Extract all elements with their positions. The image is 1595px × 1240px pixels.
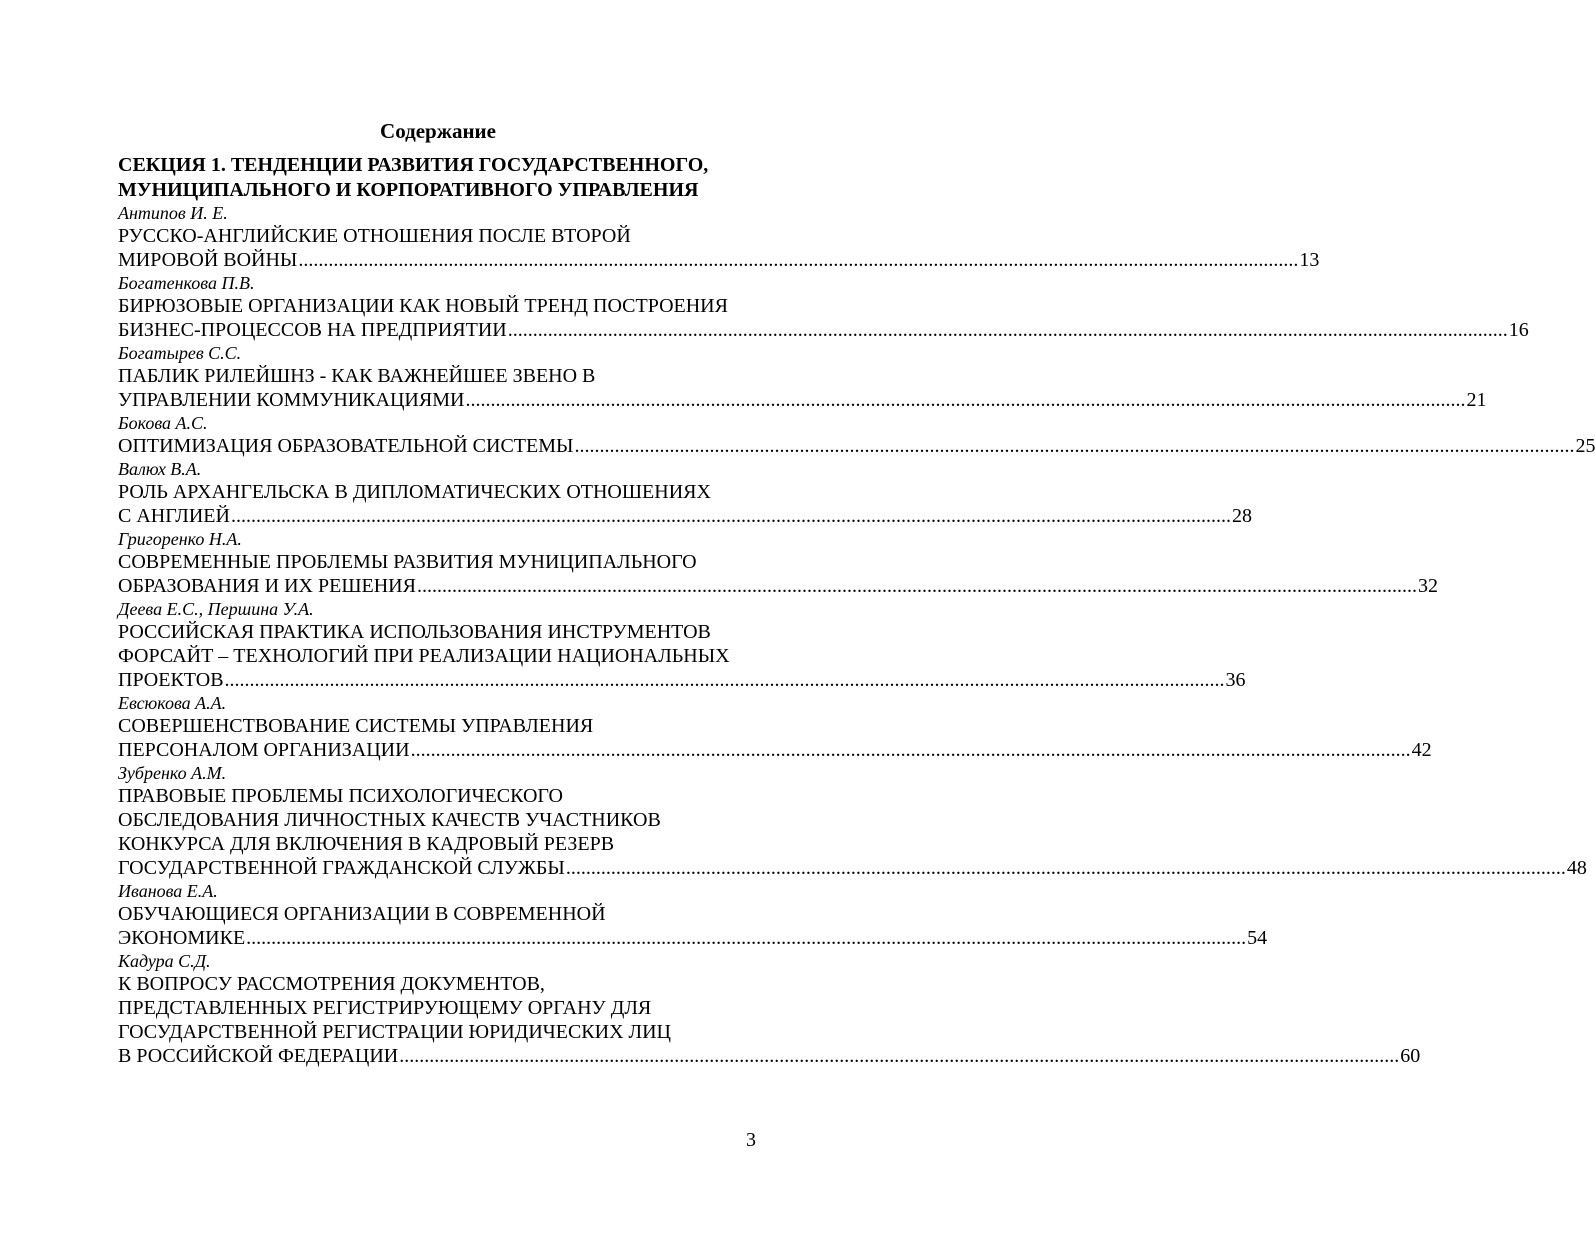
toc-entry-title-line: СОВРЕМЕННЫЕ ПРОБЛЕМЫ РАЗВИТИЯ МУНИЦИПАЛЬНОГО [118, 551, 697, 573]
toc-entry[interactable] [118, 528, 1438, 598]
toc-entry-author: Григоренко Н.А. [118, 529, 242, 549]
toc-entry-title-last-line [118, 388, 1487, 412]
toc-entry-title-text: ПЕРСОНАЛОМ ОРГАНИЗАЦИИ [118, 739, 410, 761]
toc-entry[interactable] [118, 272, 1529, 342]
toc-entry[interactable] [118, 762, 1587, 880]
toc-entry[interactable] [118, 458, 1252, 528]
toc-entry-title-line: ГОСУДАРСТВЕННОЙ РЕГИСТРАЦИИ ЮРИДИЧЕСКИХ ЛИЦ [118, 1021, 671, 1043]
toc-entry-title-text: БИЗНЕС-ПРОЦЕССОВ НА ПРЕДПРИЯТИИ [118, 319, 507, 341]
page-title: Содержание [380, 119, 496, 143]
toc-entry[interactable] [118, 412, 1595, 458]
table-of-contents [118, 202, 1595, 1068]
toc-entry-page-number: 16 [1508, 319, 1529, 341]
toc-entry-title-line: СОВЕРШЕНСТВОВАНИЕ СИСТЕМЫ УПРАВЛЕНИЯ [118, 715, 594, 737]
toc-entry[interactable] [118, 342, 1487, 412]
toc-entry-title-last-line [118, 926, 1268, 950]
toc-entry-title-text: МИРОВОЙ ВОЙНЫ [118, 249, 298, 271]
section-heading [118, 153, 758, 203]
toc-entry-page-number: 42 [1411, 739, 1432, 761]
toc-entry-title-line: ОБУЧАЮЩИЕСЯ ОРГАНИЗАЦИИ В СОВРЕМЕННОЙ [118, 903, 606, 925]
dot-leader: ........................................................................................................................................................................................................ [298, 249, 1299, 271]
toc-entry-title-text: ОБРАЗОВАНИЯ И ИХ РЕШЕНИЯ [118, 575, 416, 597]
dot-leader: ........................................................................................................................................................................................................ [246, 927, 1247, 949]
toc-entry-page-number: 32 [1417, 575, 1438, 597]
section-heading-line: МУНИЦИПАЛЬНОГО И КОРПОРАТИВНОГО УПРАВЛЕНИЯ [118, 179, 699, 201]
toc-entry-title-text: УПРАВЛЕНИИ КОММУНИКАЦИЯМИ [118, 389, 465, 411]
toc-entry-author: Евсюкова А.А. [118, 693, 227, 713]
toc-entry-page-number: 13 [1299, 249, 1320, 271]
toc-entry-title-text: ЭКОНОМИКЕ [118, 927, 246, 949]
toc-entry[interactable] [118, 950, 1421, 1068]
toc-entry-author: Деева Е.С., Першина У.А. [118, 599, 314, 619]
toc-entry-title-text: ПРОЕКТОВ [118, 669, 224, 691]
toc-entry-author: Кадура С.Д. [118, 951, 211, 971]
dot-leader: ........................................................................................................................................................................................................ [410, 739, 1411, 761]
toc-entry[interactable] [118, 692, 1432, 762]
toc-entry-title-text: ОПТИМИЗАЦИЯ ОБРАЗОВАТЕЛЬНОЙ СИСТЕМЫ [118, 435, 574, 457]
toc-entry-title-line: ПАБЛИК РИЛЕЙШНЗ - КАК ВАЖНЕЙШЕЕ ЗВЕНО В [118, 365, 596, 387]
toc-entry-author: Зубренко А.М. [118, 763, 227, 783]
toc-entry-title-last-line [118, 318, 1529, 342]
toc-entry-title-line: ФОРСАЙТ – ТЕХНОЛОГИЙ ПРИ РЕАЛИЗАЦИИ НАЦИОНАЛЬНЫХ [118, 645, 730, 667]
toc-entry-title-line: КОНКУРСА ДЛЯ ВКЛЮЧЕНИЯ В КАДРОВЫЙ РЕЗЕРВ [118, 833, 615, 855]
dot-leader: ........................................................................................................................................................................................................ [230, 505, 1231, 527]
dot-leader: ........................................................................................................................................................................................................ [574, 435, 1575, 457]
toc-entry-page-number: 28 [1231, 505, 1252, 527]
toc-entry-page-number: 48 [1566, 857, 1587, 879]
dot-leader: ........................................................................................................................................................................................................ [399, 1045, 1400, 1067]
toc-entry-title-last-line [118, 504, 1252, 528]
toc-entry-title-last-line [118, 856, 1587, 880]
toc-entry[interactable] [118, 880, 1268, 950]
dot-leader: ........................................................................................................................................................................................................ [565, 857, 1566, 879]
section-heading-line: СЕКЦИЯ 1. ТЕНДЕНЦИИ РАЗВИТИЯ ГОСУДАРСТВЕННОГО, [118, 154, 709, 176]
toc-entry-title-line: РУССКО-АНГЛИЙСКИЕ ОТНОШЕНИЯ ПОСЛЕ ВТОРОЙ [118, 225, 631, 247]
toc-entry[interactable] [118, 202, 1320, 272]
toc-entry-title-last-line [118, 574, 1438, 598]
toc-entry-title-last-line [118, 1044, 1421, 1068]
dot-leader: ........................................................................................................................................................................................................ [416, 575, 1417, 597]
toc-entry-title-line: РОССИЙСКАЯ ПРАКТИКА ИСПОЛЬЗОВАНИЯ ИНСТРУМЕНТОВ [118, 621, 711, 643]
toc-entry-author: Валюх В.А. [118, 459, 202, 479]
dot-leader: ........................................................................................................................................................................................................ [465, 389, 1466, 411]
toc-entry-title-text: С АНГЛИЕЙ [118, 505, 230, 527]
toc-entry-page-number: 21 [1466, 389, 1487, 411]
toc-entry-title-line: ПРАВОВЫЕ ПРОБЛЕМЫ ПСИХОЛОГИЧЕСКОГО [118, 785, 563, 807]
toc-entry-title-text: ГОСУДАРСТВЕННОЙ ГРАЖДАНСКОЙ СЛУЖБЫ [118, 857, 565, 879]
toc-entry-title-line: БИРЮЗОВЫЕ ОРГАНИЗАЦИИ КАК НОВЫЙ ТРЕНД ПОСТРОЕНИЯ [118, 295, 728, 317]
dot-leader: ........................................................................................................................................................................................................ [507, 319, 1508, 341]
toc-entry-author: Богатенкова П.В. [118, 273, 255, 293]
toc-entry-title-last-line [118, 434, 1595, 458]
toc-entry-author: Богатырев С.С. [118, 343, 242, 363]
toc-entry-title-line: ПРЕДСТАВЛЕННЫХ РЕГИСТРИРУЮЩЕМУ ОРГАНУ ДЛЯ [118, 997, 652, 1019]
toc-entry-title-line: К ВОПРОСУ РАССМОТРЕНИЯ ДОКУМЕНТОВ, [118, 973, 545, 995]
toc-entry-page-number: 36 [1225, 669, 1246, 691]
toc-entry-page-number: 54 [1247, 927, 1268, 949]
toc-entry-title-last-line [118, 738, 1432, 762]
toc-entry-author: Иванова Е.А. [118, 881, 218, 901]
toc-entry-title-last-line [118, 248, 1320, 272]
toc-entry-author: Антипов И. Е. [118, 203, 228, 223]
toc-entry-title-last-line [118, 668, 1246, 692]
toc-entry-title-line: РОЛЬ АРХАНГЕЛЬСКА В ДИПЛОМАТИЧЕСКИХ ОТНОШЕНИЯХ [118, 481, 711, 503]
toc-entry-title-line: ОБСЛЕДОВАНИЯ ЛИЧНОСТНЫХ КАЧЕСТВ УЧАСТНИКОВ [118, 809, 661, 831]
page-number: 3 [746, 1129, 756, 1151]
toc-entry-page-number: 25 [1575, 435, 1595, 457]
toc-entry-title-text: В РОССИЙСКОЙ ФЕДЕРАЦИИ [118, 1045, 399, 1067]
toc-entry-page-number: 60 [1400, 1045, 1421, 1067]
dot-leader: ........................................................................................................................................................................................................ [224, 669, 1225, 691]
toc-entry[interactable] [118, 598, 1246, 692]
toc-entry-author: Бокова А.С. [118, 413, 208, 433]
